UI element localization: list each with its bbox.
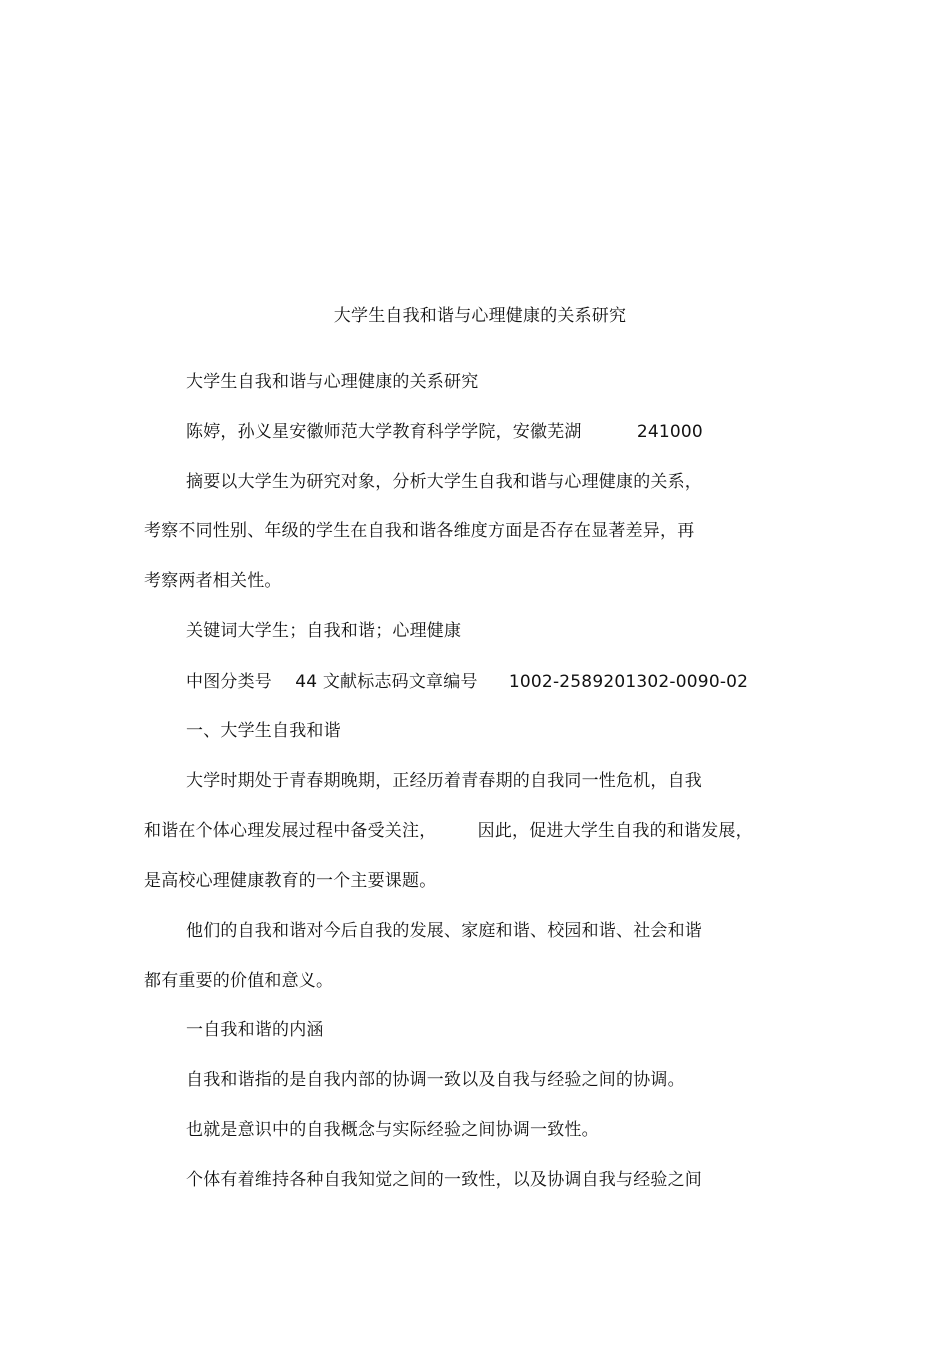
subsection-heading-1: 一自我和谐的内涵 — [186, 1020, 324, 1040]
author-line — [186, 420, 703, 444]
paragraph-1-line-2-part-1: 和谐在个体心理发展过程中备受关注， — [144, 821, 437, 841]
paragraph-1-line-3: 是高校心理健康教育的一个主要课题。 — [144, 871, 437, 891]
paragraph-1-line-1: 大学时期处于青春期晚期，正经历着青春期的自我同一性危机，自我 — [186, 771, 702, 791]
abstract-line-1: 摘要以大学生为研究对象，分析大学生自我和谐与心理健康的关系， — [186, 472, 702, 492]
postal-code: 241000 — [636, 422, 703, 442]
article-number: 1002-2589201302-0090-02 — [508, 672, 749, 692]
section-heading-1: 一、大学生自我和谐 — [186, 721, 341, 741]
paragraph-1-line-2-part-2: 因此，促进大学生自我的和谐发展， — [477, 821, 753, 841]
document-code: 44 文献标志码文章编号 — [295, 672, 478, 692]
abstract-line-2: 考察不同性别、年级的学生在自我和谐各维度方面是否存在显著差异，再 — [144, 521, 695, 541]
paragraph-4: 也就是意识中的自我概念与实际经验之间协调一致性。 — [186, 1120, 599, 1140]
paragraph-2-line-2: 都有重要的价值和意义。 — [144, 971, 334, 991]
keywords-line: 关键词大学生；自我和谐；心理健康 — [186, 621, 462, 641]
abstract-line-3: 考察两者相关性。 — [144, 571, 282, 591]
classification-line — [186, 670, 748, 694]
classification-label: 中图分类号 — [186, 672, 272, 692]
article-heading: 大学生自我和谐与心理健康的关系研究 — [186, 372, 479, 392]
paragraph-3: 自我和谐指的是自我内部的协调一致以及自我与经验之间的协调。 — [186, 1070, 685, 1090]
author-affiliation: 陈婷，孙义星安徽师范大学教育科学学院，安徽芜湖 — [186, 422, 582, 442]
paragraph-1-line-2 — [144, 819, 753, 843]
paragraph-2-line-1: 他们的自我和谐对今后自我的发展、家庭和谐、校园和谐、社会和谐 — [186, 921, 702, 941]
document-title: 大学生自我和谐与心理健康的关系研究 — [333, 306, 627, 326]
paragraph-5-line-1: 个体有着维持各种自我知觉之间的一致性，以及协调自我与经验之间 — [186, 1170, 702, 1190]
